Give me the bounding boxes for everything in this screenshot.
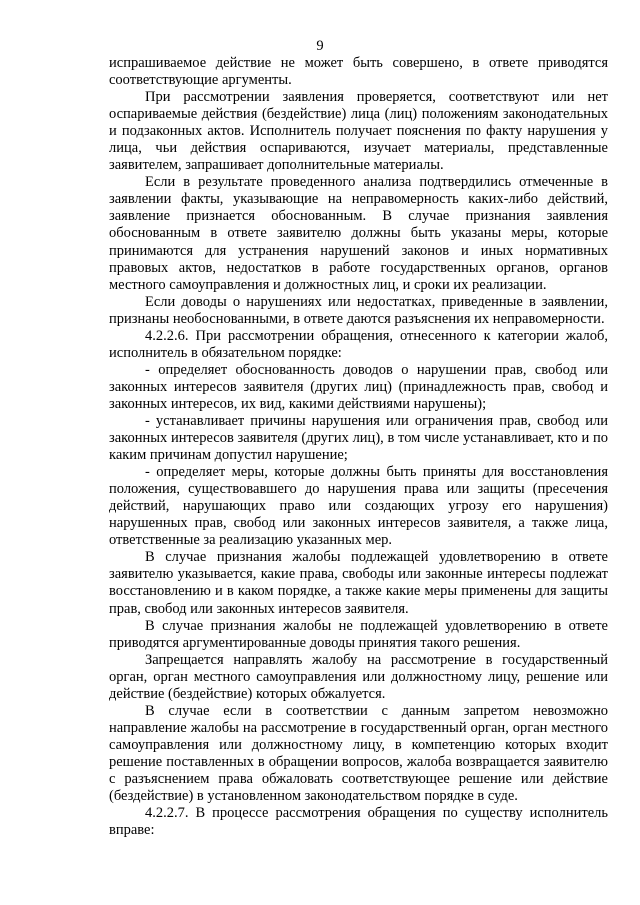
list-item: - устанавливает причины нарушения или ограничения прав, свобод или законных интересов заявителя (других лиц), в том числе устанавливает, кто и по каким причинам допустил нарушение; bbox=[109, 412, 608, 464]
paragraph: При рассмотрении заявления проверяется, соответствуют или нет оспариваемые действия (бездействие) лица (лиц) положениям законодательных и подзаконных актов. Исполнитель получает пояснения по факту нарушения у лица, чьи действия оспариваются, изучает материалы, представленные заявителем, запрашивает дополнительные материалы. bbox=[109, 89, 608, 174]
clause-heading: 4.2.2.7. В процессе рассмотрения обращения по существу исполнитель вправе: bbox=[109, 805, 608, 839]
paragraph: Если в результате проведенного анализа подтвердились отмеченные в заявлении факты, указывающие на неправомерность каких-либо действий, заявление признается обоснованным. В случае признания заявления обоснованным в ответе заявителю должны быть указаны меры, которые принимаются для устранения нарушений законов и иных нормативных правовых актов, недостатков в работе государственных органов, органов местного самоуправления и должностных лиц, и сроки их реализации. bbox=[109, 174, 608, 293]
page-number: 9 bbox=[316, 38, 324, 54]
clause-heading: 4.2.2.6. При рассмотрении обращения, отнесенного к категории жалоб, исполнитель в обязательном порядке: bbox=[109, 327, 608, 361]
list-item: - определяет меры, которые должны быть приняты для восстановления положения, существовавшего до нарушения права или защиты (пресечения действий, нарушающих право или создающих угрозу его нарушения) нарушенных прав, свобод или законных интересов заявителя, а также лица, ответственные за реализацию указанных мер. bbox=[109, 464, 608, 549]
paragraph: В случае признания жалобы не подлежащей удовлетворению в ответе приводятся аргументированные доводы принятия такого решения. bbox=[109, 617, 608, 651]
paragraph: Если доводы о нарушениях или недостатках, приведенные в заявлении, признаны необоснованными, в ответе даются разъяснения их неправомерности. bbox=[109, 293, 608, 327]
paragraph: В случае если в соответствии с данным запретом невозможно направление жалобы на рассмотрение в государственный орган, орган местного самоуправления или должностному лицу, в компетенцию которых входит решение поставленных в обращении вопросов, жалоба возвращается заявителю с разъяснением права обжаловать соответствующее решение или действие (бездействие) в установленном законодательством порядке в суде. bbox=[109, 702, 608, 805]
paragraph: Запрещается направлять жалобу на рассмотрение в государственный орган, орган местного самоуправления или должностному лицу, решение или действие (бездействие) которых обжалуется. bbox=[109, 651, 608, 702]
list-item: - определяет обоснованность доводов о нарушении прав, свобод или законных интересов заявителя (других лиц) (принадлежность прав, свобод и законных интересов, их вид, какими действиями нарушены); bbox=[109, 361, 608, 412]
paragraph-continuation: испрашиваемое действие не может быть совершено, в ответе приводятся соответствующие аргументы. bbox=[109, 55, 608, 89]
document-body bbox=[109, 55, 608, 839]
paragraph: В случае признания жалобы подлежащей удовлетворению в ответе заявителю указывается, какие права, свободы или законные интересы подлежат восстановлению и в каком порядке, а также какие меры применены для защиты прав, свобод или законных интересов заявителя. bbox=[109, 549, 608, 617]
